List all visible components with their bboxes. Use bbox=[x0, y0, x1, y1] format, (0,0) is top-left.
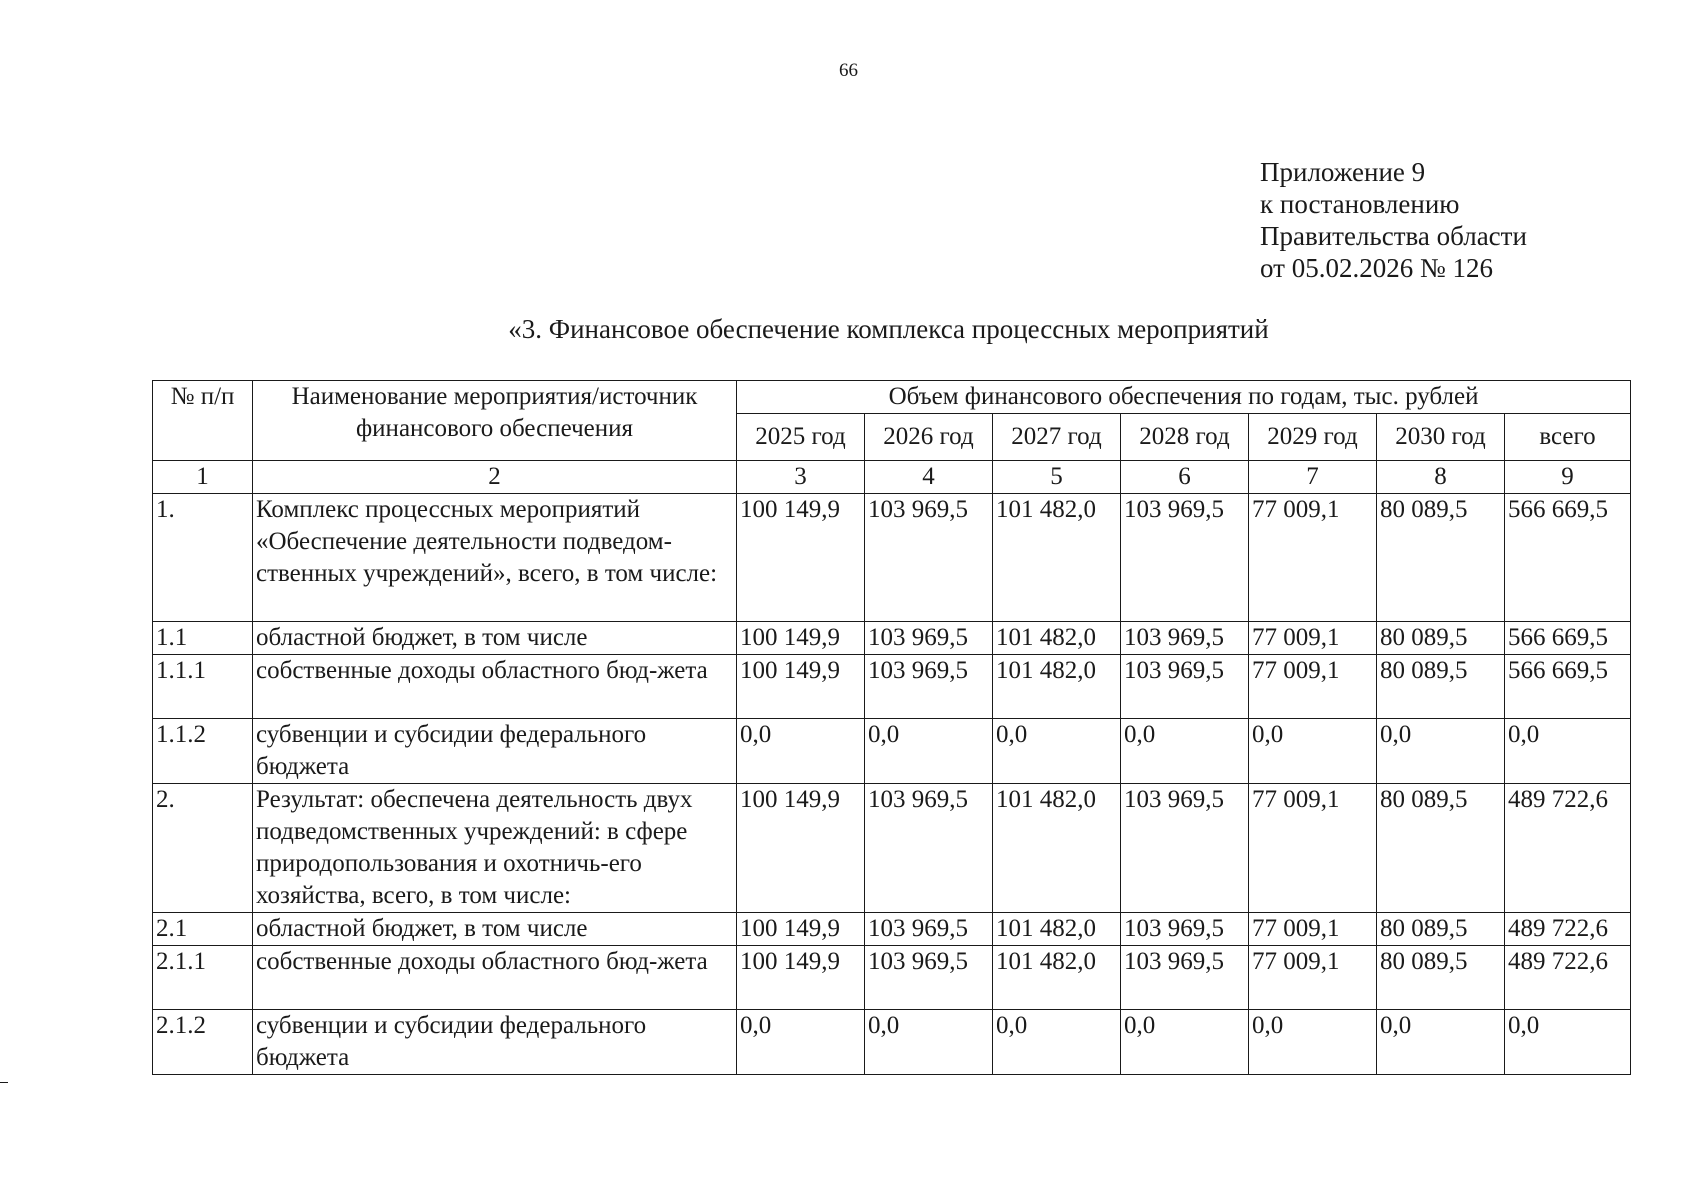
column-number: 1 bbox=[153, 461, 253, 494]
row-value: 77 009,1 bbox=[1249, 655, 1377, 719]
table-body bbox=[153, 494, 1631, 1075]
row-value: 101 482,0 bbox=[993, 913, 1121, 946]
row-value: 0,0 bbox=[993, 719, 1121, 784]
row-value: 0,0 bbox=[1505, 1010, 1631, 1075]
row-value: 77 009,1 bbox=[1249, 622, 1377, 655]
row-name: областной бюджет, в том числе bbox=[253, 622, 737, 655]
row-value: 80 089,5 bbox=[1377, 655, 1505, 719]
row-value: 100 149,9 bbox=[737, 784, 865, 913]
row-value: 101 482,0 bbox=[993, 622, 1121, 655]
table-row bbox=[153, 946, 1631, 1010]
table-row bbox=[153, 1010, 1631, 1075]
row-number: 1.1 bbox=[153, 622, 253, 655]
row-value: 101 482,0 bbox=[993, 494, 1121, 622]
row-value: 100 149,9 bbox=[737, 655, 865, 719]
header-group: Объем финансового обеспечения по годам, тыс. рублей bbox=[737, 381, 1631, 414]
column-number: 7 bbox=[1249, 461, 1377, 494]
column-number: 5 bbox=[993, 461, 1121, 494]
row-name: Комплекс процессных мероприятий «Обеспечение деятельности подведом-ственных учреждений», всего, в том числе: bbox=[253, 494, 737, 622]
header-no: № п/п bbox=[153, 381, 253, 461]
row-value: 77 009,1 bbox=[1249, 784, 1377, 913]
table-row bbox=[153, 622, 1631, 655]
financing-table bbox=[152, 380, 1631, 1075]
row-value: 100 149,9 bbox=[737, 622, 865, 655]
column-number: 8 bbox=[1377, 461, 1505, 494]
row-value: 80 089,5 bbox=[1377, 913, 1505, 946]
row-value: 489 722,6 bbox=[1505, 913, 1631, 946]
column-number: 3 bbox=[737, 461, 865, 494]
row-value: 0,0 bbox=[737, 1010, 865, 1075]
column-number: 4 bbox=[865, 461, 993, 494]
row-value: 103 969,5 bbox=[1121, 913, 1249, 946]
row-value: 566 669,5 bbox=[1505, 655, 1631, 719]
row-value: 0,0 bbox=[1505, 719, 1631, 784]
row-value: 101 482,0 bbox=[993, 946, 1121, 1010]
row-number: 2.1.2 bbox=[153, 1010, 253, 1075]
row-value: 0,0 bbox=[993, 1010, 1121, 1075]
header-name: Наименование мероприятия/источник финансового обеспечения bbox=[253, 381, 737, 461]
header-year: 2029 год bbox=[1249, 414, 1377, 461]
row-value: 103 969,5 bbox=[865, 946, 993, 1010]
table-row bbox=[153, 719, 1631, 784]
table-row bbox=[153, 913, 1631, 946]
row-value: 566 669,5 bbox=[1505, 494, 1631, 622]
row-value: 100 149,9 bbox=[737, 946, 865, 1010]
row-value: 566 669,5 bbox=[1505, 622, 1631, 655]
row-value: 0,0 bbox=[1377, 1010, 1505, 1075]
margin-mark bbox=[0, 1082, 8, 1083]
row-value: 0,0 bbox=[1249, 1010, 1377, 1075]
row-value: 103 969,5 bbox=[865, 655, 993, 719]
header-year: 2025 год bbox=[737, 414, 865, 461]
appendix-line-2: к постановлению bbox=[1260, 189, 1460, 219]
row-value: 77 009,1 bbox=[1249, 946, 1377, 1010]
row-value: 103 969,5 bbox=[1121, 784, 1249, 913]
row-value: 0,0 bbox=[865, 1010, 993, 1075]
row-value: 0,0 bbox=[865, 719, 993, 784]
row-value: 80 089,5 bbox=[1377, 946, 1505, 1010]
header-year: всего bbox=[1505, 414, 1631, 461]
appendix-block bbox=[1260, 156, 1527, 284]
row-value: 103 969,5 bbox=[865, 913, 993, 946]
column-number: 6 bbox=[1121, 461, 1249, 494]
row-value: 100 149,9 bbox=[737, 494, 865, 622]
row-value: 77 009,1 bbox=[1249, 913, 1377, 946]
column-number: 2 bbox=[253, 461, 737, 494]
row-value: 103 969,5 bbox=[865, 784, 993, 913]
table-row bbox=[153, 784, 1631, 913]
row-value: 103 969,5 bbox=[1121, 946, 1249, 1010]
column-numbers-row bbox=[153, 461, 1631, 494]
row-value: 103 969,5 bbox=[1121, 494, 1249, 622]
appendix-line-3: Правительства области bbox=[1260, 221, 1527, 251]
row-number: 1. bbox=[153, 494, 253, 622]
row-name: Результат: обеспечена деятельность двух подведомственных учреждений: в сфере природопользования и охотничь-его хозяйства, всего, в том числе: bbox=[253, 784, 737, 913]
row-value: 80 089,5 bbox=[1377, 494, 1505, 622]
row-value: 103 969,5 bbox=[1121, 622, 1249, 655]
row-value: 0,0 bbox=[1377, 719, 1505, 784]
document-title: «3. Финансовое обеспечение комплекса процессных мероприятий bbox=[508, 314, 1269, 344]
row-name: собственные доходы областного бюд-жета bbox=[253, 946, 737, 1010]
row-value: 77 009,1 bbox=[1249, 494, 1377, 622]
table-row bbox=[153, 655, 1631, 719]
row-value: 80 089,5 bbox=[1377, 622, 1505, 655]
row-name: собственные доходы областного бюд-жета bbox=[253, 655, 737, 719]
header-year: 2027 год bbox=[993, 414, 1121, 461]
row-value: 101 482,0 bbox=[993, 784, 1121, 913]
row-number: 2.1 bbox=[153, 913, 253, 946]
row-value: 80 089,5 bbox=[1377, 784, 1505, 913]
row-value: 0,0 bbox=[737, 719, 865, 784]
row-name: субвенции и субсидии федерального бюджета bbox=[253, 1010, 737, 1075]
row-number: 2.1.1 bbox=[153, 946, 253, 1010]
row-number: 2. bbox=[153, 784, 253, 913]
row-value: 100 149,9 bbox=[737, 913, 865, 946]
row-value: 101 482,0 bbox=[993, 655, 1121, 719]
row-number: 1.1.1 bbox=[153, 655, 253, 719]
row-name: субвенции и субсидии федерального бюджета bbox=[253, 719, 737, 784]
row-value: 103 969,5 bbox=[865, 622, 993, 655]
row-value: 103 969,5 bbox=[865, 494, 993, 622]
table-row bbox=[153, 494, 1631, 622]
row-value: 0,0 bbox=[1249, 719, 1377, 784]
header-year: 2030 год bbox=[1377, 414, 1505, 461]
appendix-line-4: от 05.02.2026 № 126 bbox=[1260, 253, 1493, 283]
row-value: 489 722,6 bbox=[1505, 946, 1631, 1010]
header-year: 2028 год bbox=[1121, 414, 1249, 461]
row-value: 489 722,6 bbox=[1505, 784, 1631, 913]
header-year: 2026 год bbox=[865, 414, 993, 461]
row-value: 103 969,5 bbox=[1121, 655, 1249, 719]
row-value: 0,0 bbox=[1121, 1010, 1249, 1075]
page-number: 66 bbox=[839, 60, 858, 81]
row-number: 1.1.2 bbox=[153, 719, 253, 784]
row-name: областной бюджет, в том числе bbox=[253, 913, 737, 946]
column-number: 9 bbox=[1505, 461, 1631, 494]
row-value: 0,0 bbox=[1121, 719, 1249, 784]
appendix-line-1: Приложение 9 bbox=[1260, 157, 1426, 187]
